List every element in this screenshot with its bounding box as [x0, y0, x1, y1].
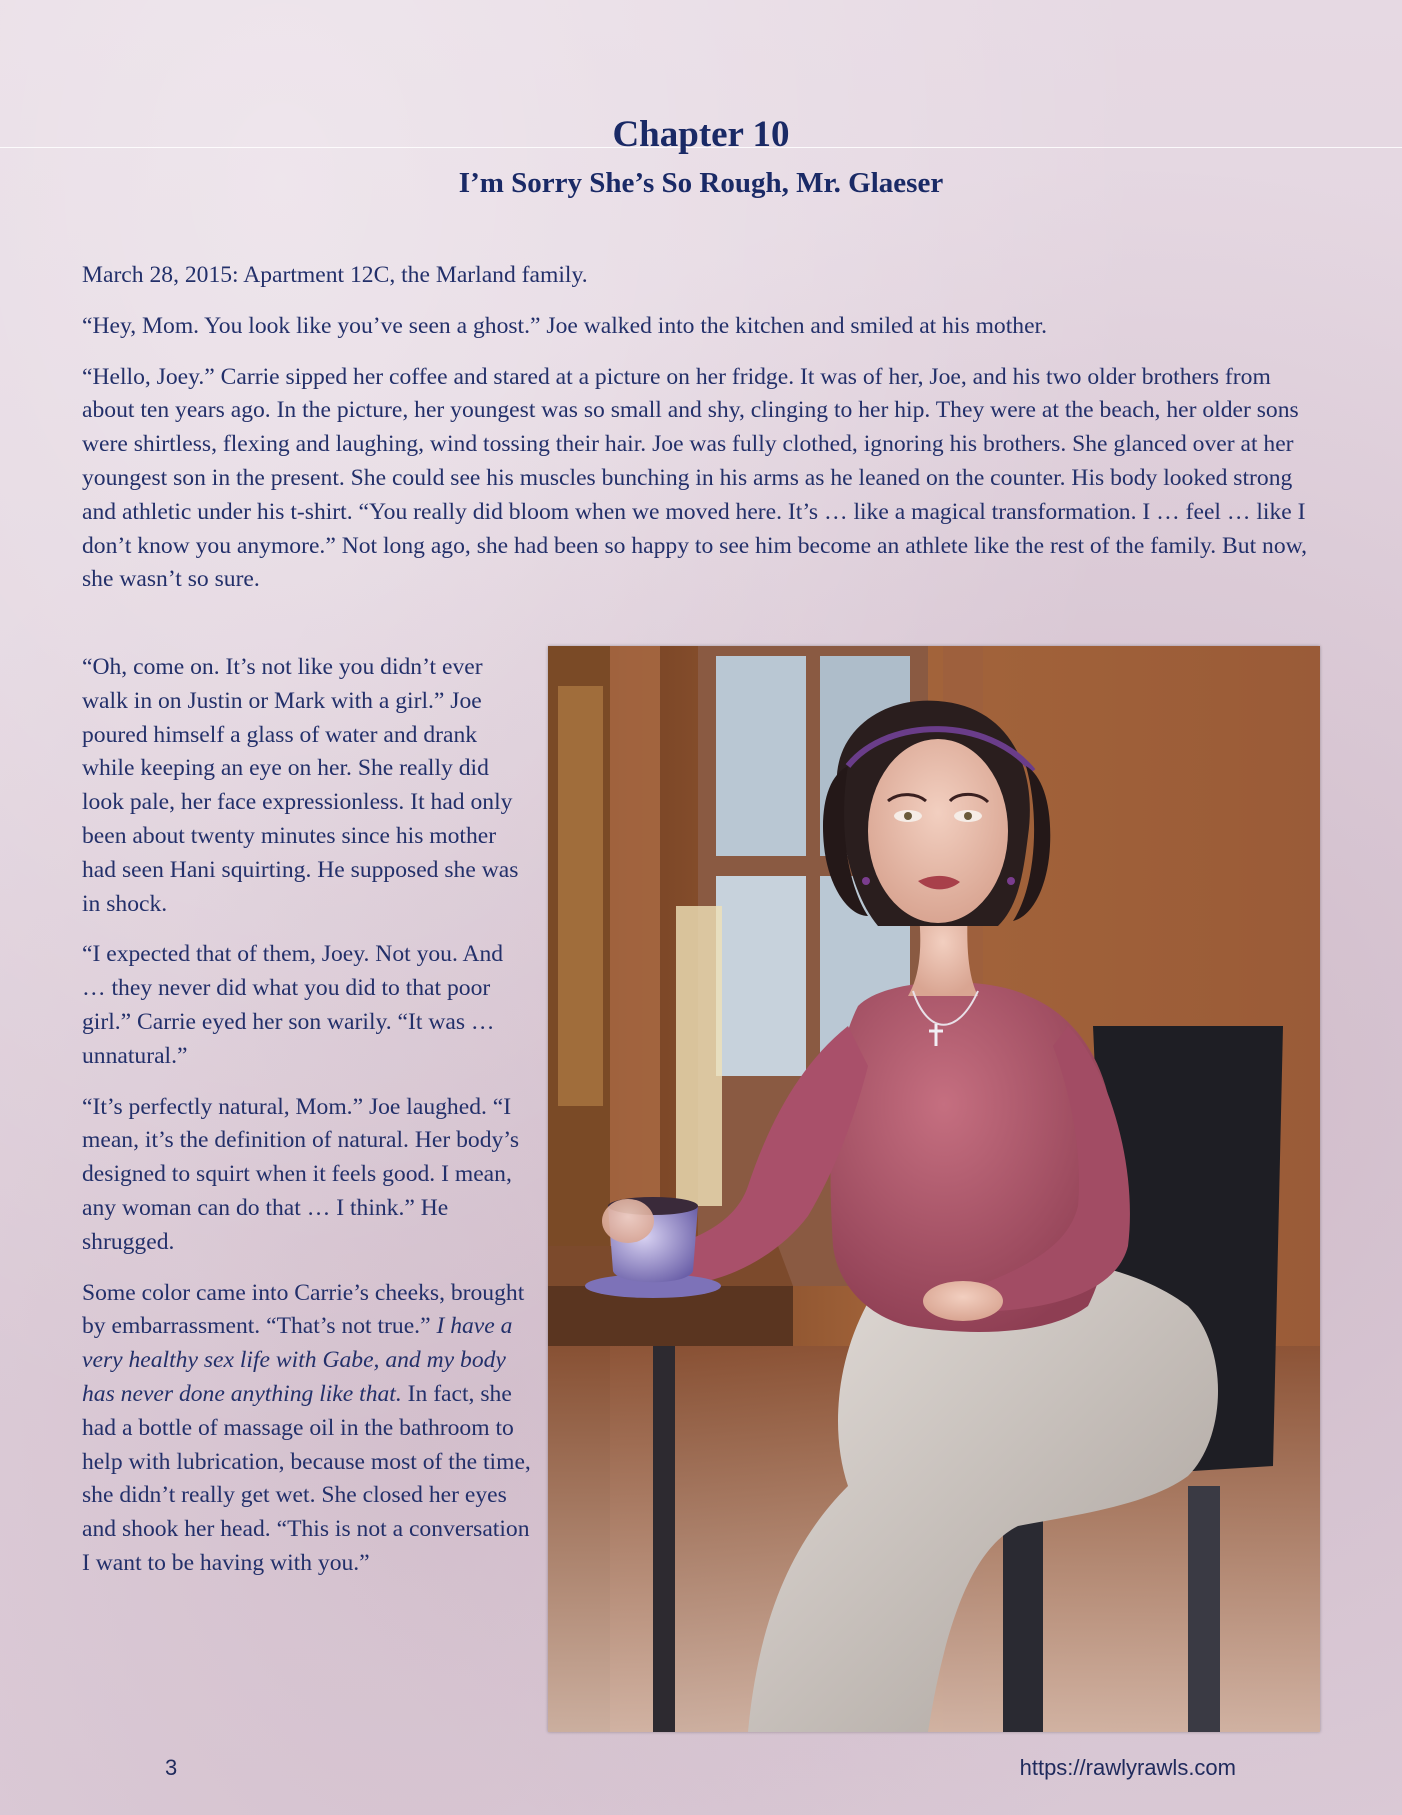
page-number: 3: [165, 1755, 178, 1780]
paragraph: “Hello, Joey.” Carrie sipped her coffee and stared at a picture on her fridge. It was of her, Joe, and his two older brothers from about ten years ago. In the picture, her youngest was so small and shy, clinging to her hip. They were at the beach, her older sons were shirtless, flexing and laughing, wind tossing their hair. Joe was fully clothed, ignoring his brothers. She glanced over at her youngest son in the present. She could see his muscles bunching in his arms as he leaned on the counter. His body looked strong and athletic under his t-shirt. “You really did bloom when we moved here. It’s … like a magical transformation. I … feel … like I don’t know you anymore.” Not long ago, she had been so happy to see him become an athlete like the rest of the family. But now, she wasn’t so sure.: [82, 363, 1308, 593]
chapter-subtitle: I’m Sorry She’s So Rough, Mr. Glaeser: [458, 167, 944, 199]
paragraph: “Hey, Mom. You look like you’ve seen a ghost.” Joe walked into the kitchen and smiled at his mother.: [82, 312, 1047, 339]
illustration-woman-with-coffee: [548, 646, 1320, 1732]
footer-url-link[interactable]: https://rawlyrawls.com: [1019, 1755, 1236, 1780]
paragraph: “It’s perfectly natural, Mom.” Joe laughed. “I mean, it’s the definition of natural. Her body’s designed to squirt when it feels good. I mean, any woman can do that … I think.” He shrugged.: [82, 1093, 520, 1255]
italic-thought: I have a very healthy sex life with Gabe, and my body has never done anything like that.: [82, 1313, 513, 1407]
illustration-svg: [548, 646, 1320, 1732]
chapter-title: Chapter 10: [612, 114, 790, 155]
paragraph: “Oh, come on. It’s not like you didn’t ever walk in on Justin or Mark with a girl.” Joe poured himself a glass of water and drank while keeping an eye on her. She really did look pale, her face expressionless. It had only been about twenty minutes since his mother had seen Hani squirting. He supposed she was in shock.: [82, 654, 519, 917]
paragraph-text: In fact, she had a bottle of massage oil in the bathroom to help with lubrication, because most of the time, she didn’t really get wet. She closed her eyes and shook her head. “This is not a conversation I want to be having with you.”: [82, 1380, 531, 1576]
paragraph-text: Some color came into Carrie’s cheeks, brought by embarrassment. “That’s not true.”: [82, 1279, 525, 1340]
paragraph-dateline: March 28, 2015: Apartment 12C, the Marland family.: [82, 262, 588, 288]
paragraph: “I expected that of them, Joey. Not you. And … they never did what you did to that poor girl.” Carrie eyed her son warily. “It was … unnatural.”: [82, 941, 504, 1069]
top-text-block: [82, 259, 1322, 614]
paragraph: [82, 1277, 532, 1581]
left-text-column: [82, 651, 532, 1598]
